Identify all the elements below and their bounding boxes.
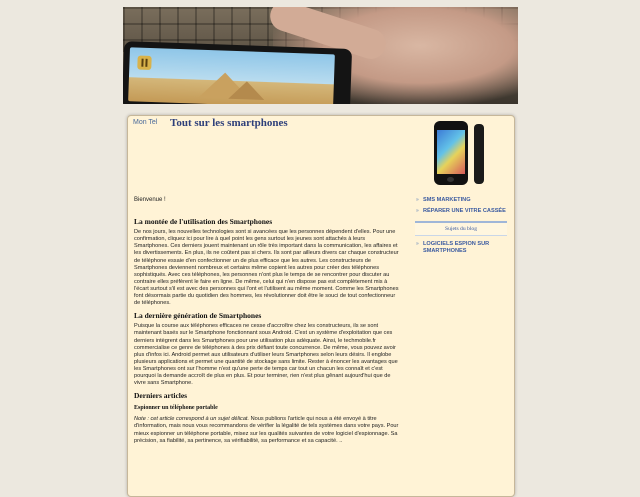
site-title[interactable]: Tout sur les smartphones xyxy=(170,117,288,129)
article-title-link[interactable]: Espionner un téléphone portable xyxy=(134,405,218,412)
section-paragraph: Puisque la course aux téléphones efficaces ne cesse d'accroître chez les constructeurs, ils se sont maintenant basés sur le Smartphone fonctionnant sous Android. C'est un système d'exploitation que ces derniers intègrent dans les Smartphones pour une utilisation plus adéquate. Ainsi, le techmobile.fr commercialise ce genre de téléphones à des prix défiant toute concurrence. De même, vous pouvez avoir plus d'infos ici. Android permet aux utilisateurs d'utiliser leurs Smartphones selon leurs désirs. Il englobe plusieurs applications et permet une quantité de stockage sans limite. Rester à énoncer les avantages que les Smartphones ont sur l'homme n'est qu'une perte de temps car tout un chacun les connaît et c'est pourquoi la demande accroît de plus en plus. Et pour terminer, rien n'est plus gênant aujourd'hui que de vivre sans Smartphone. xyxy=(134,323,398,387)
banner-phone xyxy=(123,41,352,104)
home-button-icon xyxy=(447,177,454,182)
sidebar-link-label[interactable]: LOGICIELS ESPION SUR SMARTPHONES xyxy=(423,241,490,254)
pyramid-shape xyxy=(228,81,265,100)
iphone-side-icon xyxy=(474,124,484,184)
recent-articles-title: Derniers articles xyxy=(134,391,188,401)
section-title: La dernière génération de Smartphones xyxy=(134,311,262,321)
sidebar-link-label[interactable]: SMS MARKETING xyxy=(423,197,471,203)
arrow-icon: » xyxy=(416,197,419,203)
iphone-image xyxy=(434,121,484,185)
header-banner xyxy=(123,7,518,104)
article-excerpt xyxy=(134,416,400,444)
content-container xyxy=(127,115,515,497)
section-paragraph: De nos jours, les nouvelles technologies sont si avancées que les personnes dépendent d'elles. Pour une confirmation, cliquez ici pour lire à quel point les gens surtout les jeunes sont attachés à leurs Smartphones. Ces derniers jouent maintenant un rôle très important dans la communication, les affaires et les divertissements. En plus, ils ne coûtent pas si chers. Ils sont par ailleurs divers car chaque constructeur de téléphone essaie d'en confectionner un de plus efficace que les autres. Les constructeurs de Smartphones deviennent nombreux et certains même copient les autres pour créer des téléphones sophistiqués. Avec ces téléphones, les personnes n'ont plus le temps de se rencontrer pour discuter au contraire elles préfèrent le faire en ligne. De même, celui qui n'en dispose pas est complètement mis à l'écart surtout s'il est avec des personnes qui l'ont et l'utilisent au même moment. Comme les Smartphones font désormais partie du quotidien des hommes, les révolutionner doit être le souci de tout confectionneur de téléphones. xyxy=(134,229,399,307)
sidebar-link-logiciels-espion[interactable] xyxy=(415,241,507,254)
article-excerpt-text: Nous publions l'article qui nous a été envoyé à titre d'information, mais nous vous recommandons de vérifier la légalité de tels systèmes dans votre pays. Pour mieux espionner un téléphone portable, misez sur les qualités suivantes de votre logiciel d'espionnage. Sa précision, sa fiabilité, sa pertinence, sa vérifiabilité, sa performance et sa capacité. .. xyxy=(134,416,399,444)
widget-body xyxy=(415,236,507,254)
banner-phone-screen xyxy=(128,47,335,104)
iphone-screen xyxy=(437,130,465,174)
nav-link-mon-tel[interactable]: Mon Tel xyxy=(133,119,158,126)
article-note: Note : cet article correspond à un sujet délicat. xyxy=(134,416,250,423)
widget-title: Sujets du blog xyxy=(415,221,507,236)
sidebar-link-sms-marketing[interactable] xyxy=(415,197,507,204)
sidebar-link-reparer-vitre[interactable] xyxy=(415,208,507,215)
iphone-front-icon xyxy=(434,121,468,185)
welcome-text: Bienvenue ! xyxy=(134,197,166,203)
pause-icon xyxy=(137,56,151,70)
sidebar-link-label[interactable]: RÉPARER UNE VITRE CASSÉE xyxy=(423,207,506,214)
section-title: La montée de l'utilisation des Smartphones xyxy=(134,217,273,227)
sidebar xyxy=(415,197,507,258)
main-content xyxy=(134,197,400,445)
arrow-icon: » xyxy=(416,207,419,214)
arrow-icon: » xyxy=(416,241,419,247)
